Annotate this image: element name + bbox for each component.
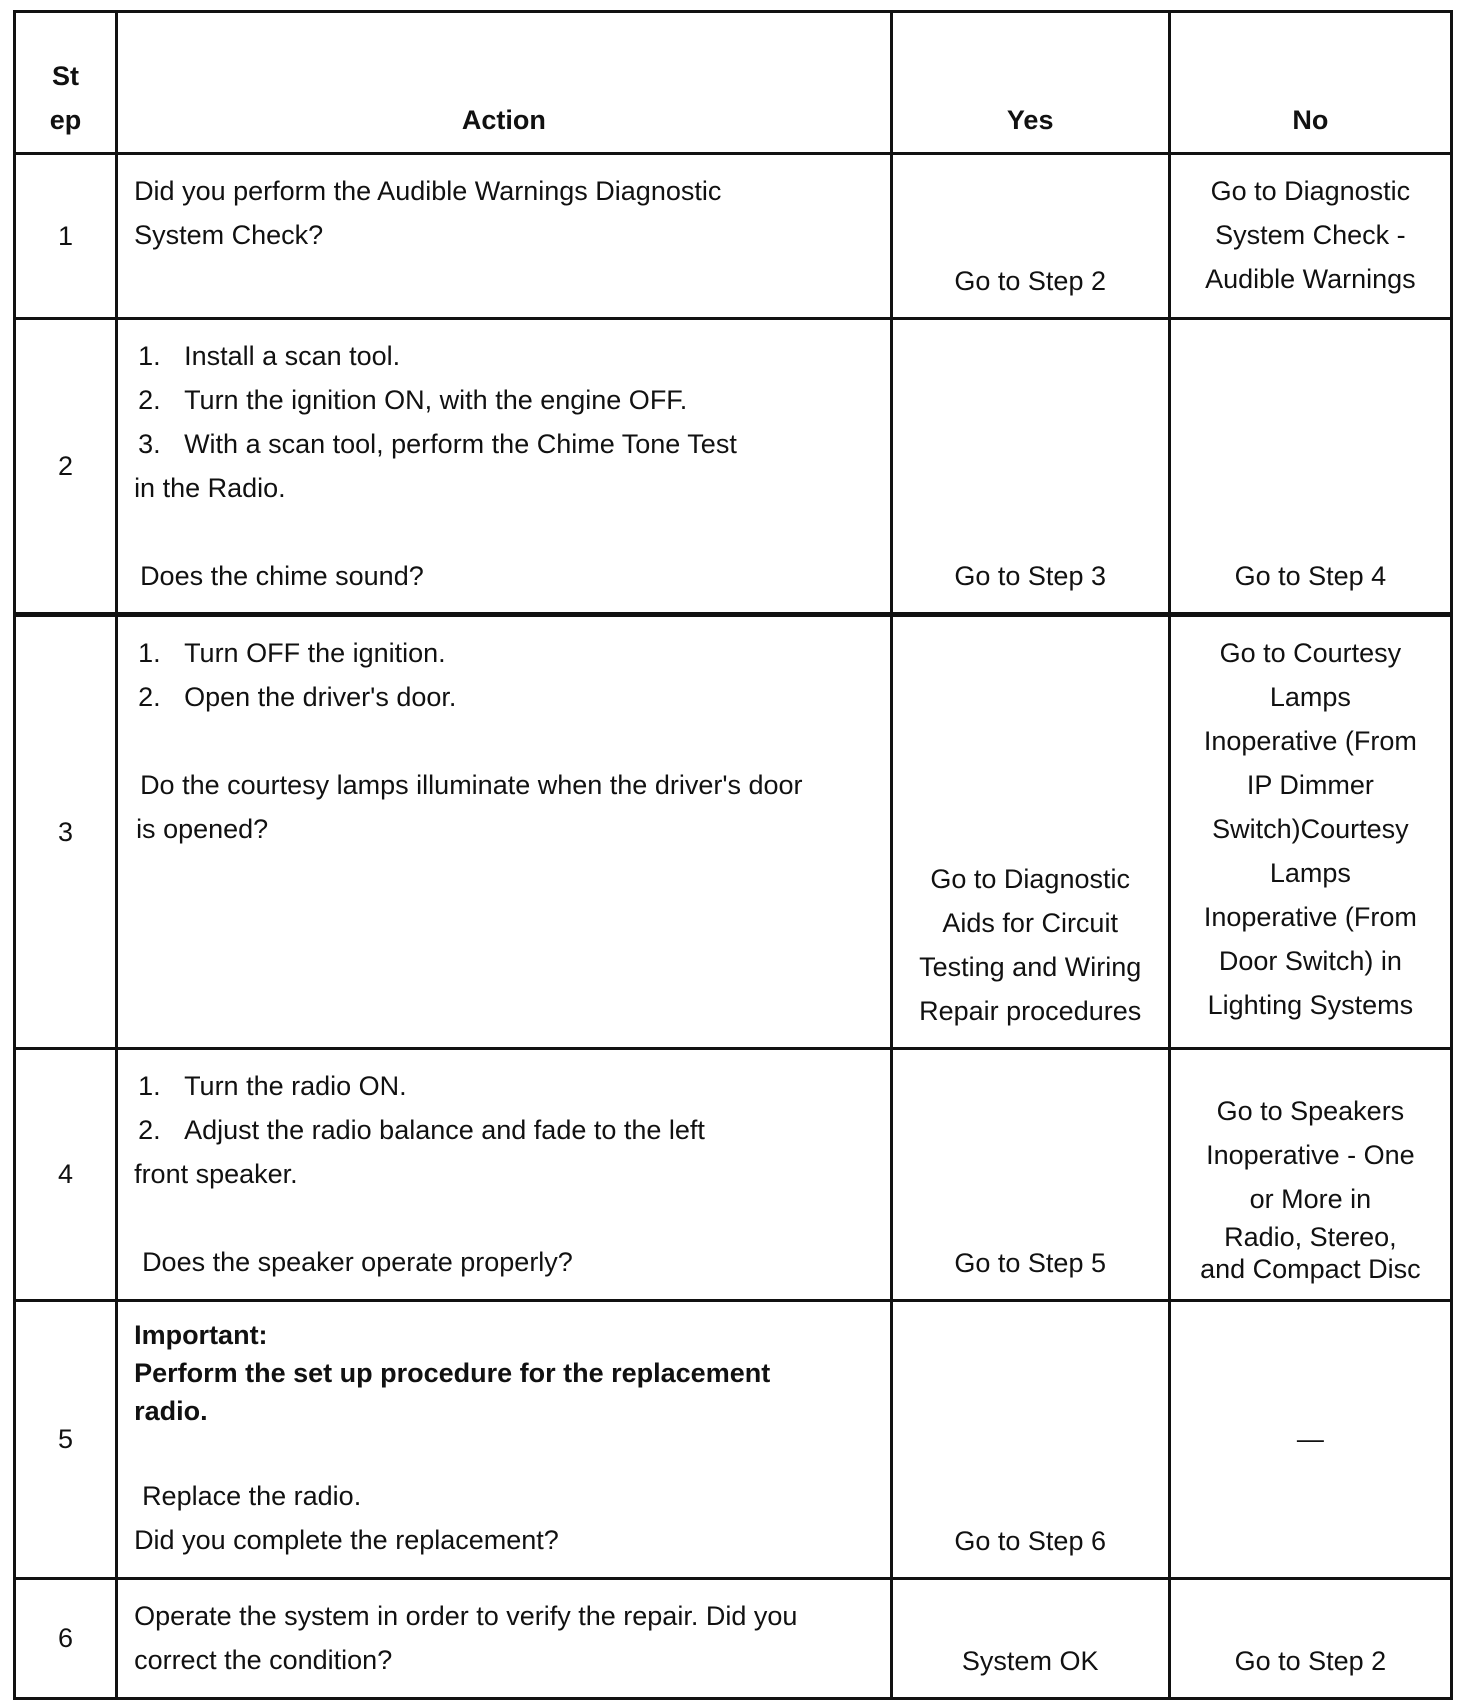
- yes-cell: System OK: [891, 1578, 1169, 1698]
- diagnostic-table: [13, 10, 1453, 1700]
- table-row: [15, 319, 1452, 615]
- list-item: 2. Turn the ignition ON, with the engine OFF.: [138, 385, 688, 416]
- no-text: Door Switch) in: [1218, 946, 1402, 977]
- no-text: Go to Diagnostic: [1210, 176, 1411, 207]
- yes-cell: [891, 615, 1169, 1048]
- no-text: Lamps: [1269, 682, 1351, 713]
- action-text: Operate the system in order to verify the repair. Did you: [134, 1600, 798, 1631]
- step-number: 1: [15, 154, 117, 319]
- step-number: 5: [15, 1300, 117, 1578]
- list-item: 1. Install a scan tool.: [138, 341, 401, 372]
- no-cell: [1169, 1048, 1451, 1300]
- important-text: radio.: [134, 1395, 208, 1426]
- no-text: Inoperative - One: [1206, 1139, 1415, 1170]
- header-step-line1: St: [52, 61, 80, 92]
- action-cell: [117, 1300, 892, 1578]
- yes-cell: Go to Step 2: [891, 154, 1169, 319]
- instruction-text: Replace the radio.: [142, 1480, 362, 1511]
- no-text: Lighting Systems: [1207, 990, 1414, 1021]
- table-row: [15, 154, 1452, 319]
- step-number: 3: [15, 615, 117, 1048]
- yes-text: Aids for Circuit: [942, 907, 1118, 938]
- table-row: [15, 1048, 1452, 1300]
- header-yes: Yes: [891, 12, 1169, 154]
- table-row: [15, 1300, 1452, 1578]
- no-text: Radio, Stereo,: [1224, 1221, 1397, 1252]
- no-cell: [1169, 615, 1451, 1048]
- action-text: Did you perform the Audible Warnings Diagnostic: [134, 176, 722, 207]
- yes-text: Go to Diagnostic: [930, 863, 1130, 894]
- no-text: Go to Courtesy: [1219, 638, 1402, 669]
- step-number: 4: [15, 1048, 117, 1300]
- no-text: Audible Warnings: [1205, 264, 1416, 295]
- action-cell: [117, 1578, 892, 1698]
- no-text: Go to Speakers: [1216, 1095, 1405, 1126]
- list-item: 2. Adjust the radio balance and fade to the left: [138, 1114, 705, 1145]
- header-step: [15, 12, 117, 154]
- no-cell: —: [1169, 1300, 1451, 1578]
- yes-cell: Go to Step 6: [891, 1300, 1169, 1578]
- action-cell: [117, 154, 892, 319]
- yes-cell: Go to Step 3: [891, 319, 1169, 615]
- question-text: is opened?: [136, 814, 269, 845]
- table-row: [15, 615, 1452, 1048]
- yes-text: Testing and Wiring: [919, 951, 1142, 982]
- action-text: System Check?: [134, 220, 324, 251]
- question-text: Does the chime sound?: [140, 561, 424, 592]
- no-text: Switch)Courtesy: [1212, 814, 1409, 845]
- action-cell: [117, 1048, 892, 1300]
- table-row: [15, 1578, 1452, 1698]
- yes-text: Repair procedures: [919, 995, 1142, 1026]
- action-text: front speaker.: [134, 1158, 298, 1189]
- step-number: 6: [15, 1578, 117, 1698]
- header-no: No: [1169, 12, 1451, 154]
- list-item: 3. With a scan tool, perform the Chime Tone Test: [138, 429, 737, 460]
- no-text: or More in: [1249, 1183, 1372, 1214]
- important-text: Perform the set up procedure for the replacement: [134, 1357, 771, 1388]
- action-cell: [117, 319, 892, 615]
- no-text: Inoperative (From: [1203, 726, 1417, 757]
- action-cell: [117, 615, 892, 1048]
- question-text: Did you complete the replacement?: [134, 1524, 559, 1555]
- question-text: Do the courtesy lamps illuminate when the driver's door: [140, 770, 803, 801]
- action-text: correct the condition?: [134, 1644, 393, 1675]
- header-action: Action: [117, 12, 892, 154]
- action-text: in the Radio.: [134, 473, 286, 504]
- no-cell: Go to Step 4: [1169, 319, 1451, 615]
- no-text: System Check -: [1215, 220, 1406, 251]
- question-text: Does the speaker operate properly?: [142, 1246, 573, 1277]
- no-text: and Compact Disc: [1200, 1253, 1421, 1284]
- no-cell: [1169, 154, 1451, 319]
- list-item: 1. Turn OFF the ignition.: [138, 638, 446, 669]
- list-item: 2. Open the driver's door.: [138, 682, 457, 713]
- important-label: Important:: [134, 1319, 268, 1350]
- header-step-line2: ep: [49, 105, 82, 136]
- yes-cell: Go to Step 5: [891, 1048, 1169, 1300]
- no-text: IP Dimmer: [1246, 770, 1374, 801]
- no-text: Inoperative (From: [1203, 902, 1417, 933]
- no-cell: Go to Step 2: [1169, 1578, 1451, 1698]
- step-number: 2: [15, 319, 117, 615]
- header-row: [15, 12, 1452, 154]
- list-item: 1. Turn the radio ON.: [138, 1070, 407, 1101]
- no-text: Lamps: [1269, 858, 1351, 889]
